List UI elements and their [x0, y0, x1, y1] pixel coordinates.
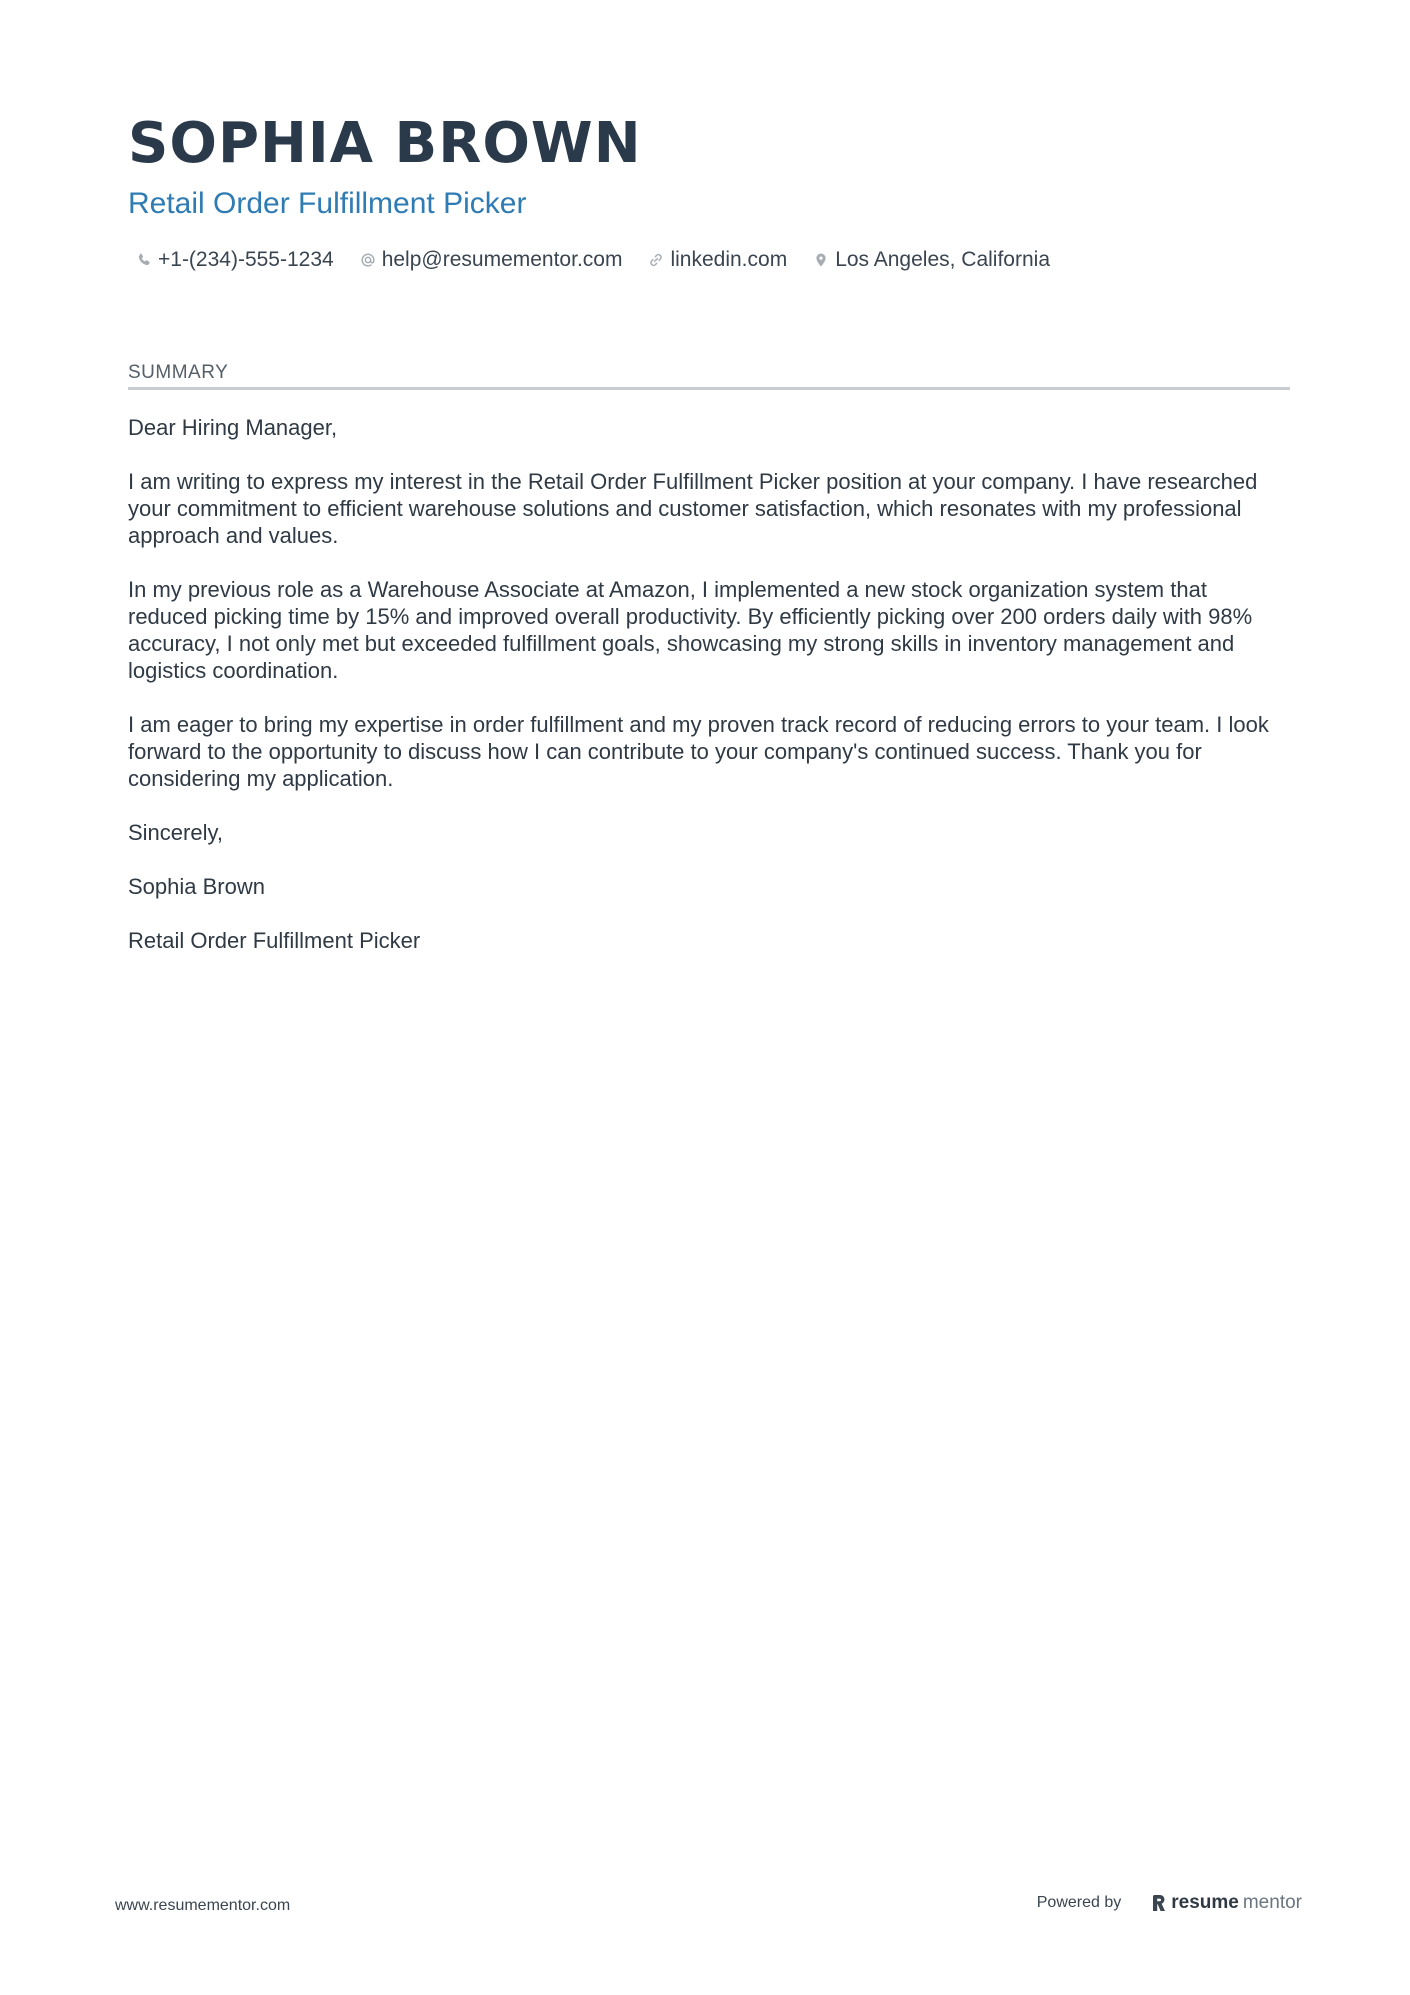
contact-location-text: Los Angeles, California [835, 248, 1051, 271]
contact-linkedin-text[interactable]: linkedin.com [670, 248, 788, 271]
candidate-job-title: Retail Order Fulfillment Picker [128, 187, 527, 220]
letter-greeting: Dear Hiring Manager, [128, 415, 338, 440]
signature-name: Sophia Brown [128, 874, 265, 899]
contact-linkedin[interactable] [648, 248, 787, 272]
location-pin-icon [813, 252, 829, 268]
letter-body [128, 414, 1290, 981]
signature-title: Retail Order Fulfillment Picker [128, 928, 421, 953]
letter-closing: Sincerely, [128, 820, 223, 845]
resumementor-logo-icon [1151, 1893, 1167, 1913]
link-icon [648, 252, 664, 268]
contact-email[interactable] [360, 248, 623, 272]
footer-website-link[interactable]: www.resumementor.com [115, 1897, 291, 1914]
brand-name-light: mentor [1242, 1892, 1302, 1913]
letter-paragraph: I am writing to express my interest in the Retail Order Fulfillment Picker position at your company. I have researched your commitment to efficient warehouse solutions and customer satisfaction, which resonates with my professional approach and values. [128, 469, 1258, 548]
brand-logo-link[interactable] [1151, 1892, 1302, 1914]
contact-info-row [136, 244, 1050, 276]
letter-paragraph: I am eager to bring my expertise in order fulfillment and my proven track record of reducing errors to your team. I look forward to the opportunity to discuss how I can contribute to your company's continued success. Thank you for considering my application. [128, 712, 1269, 791]
contact-phone-text: +1-(234)-555-1234 [158, 248, 334, 271]
phone-icon [136, 252, 152, 268]
contact-email-text[interactable]: help@resumementor.com [381, 248, 623, 271]
at-sign-icon [360, 252, 376, 268]
brand-name-bold: resume [1171, 1892, 1239, 1913]
powered-by-branding [1037, 1890, 1302, 1916]
candidate-name: SOPHIA BROWN [128, 111, 642, 176]
contact-phone [136, 248, 334, 272]
contact-location [813, 248, 1050, 272]
section-divider [128, 387, 1290, 390]
letter-paragraph: In my previous role as a Warehouse Associate at Amazon, I implemented a new stock organization system that reduced picking time by 15% and improved overall productivity. By efficiently picking over 200 orders daily with 98% accuracy, I not only met but exceeded fulfillment goals, showcasing my strong skills in inventory management and logistics coordination. [128, 577, 1253, 683]
section-title-summary: SUMMARY [128, 362, 229, 383]
powered-by-label: Powered by [1036, 1894, 1122, 1911]
